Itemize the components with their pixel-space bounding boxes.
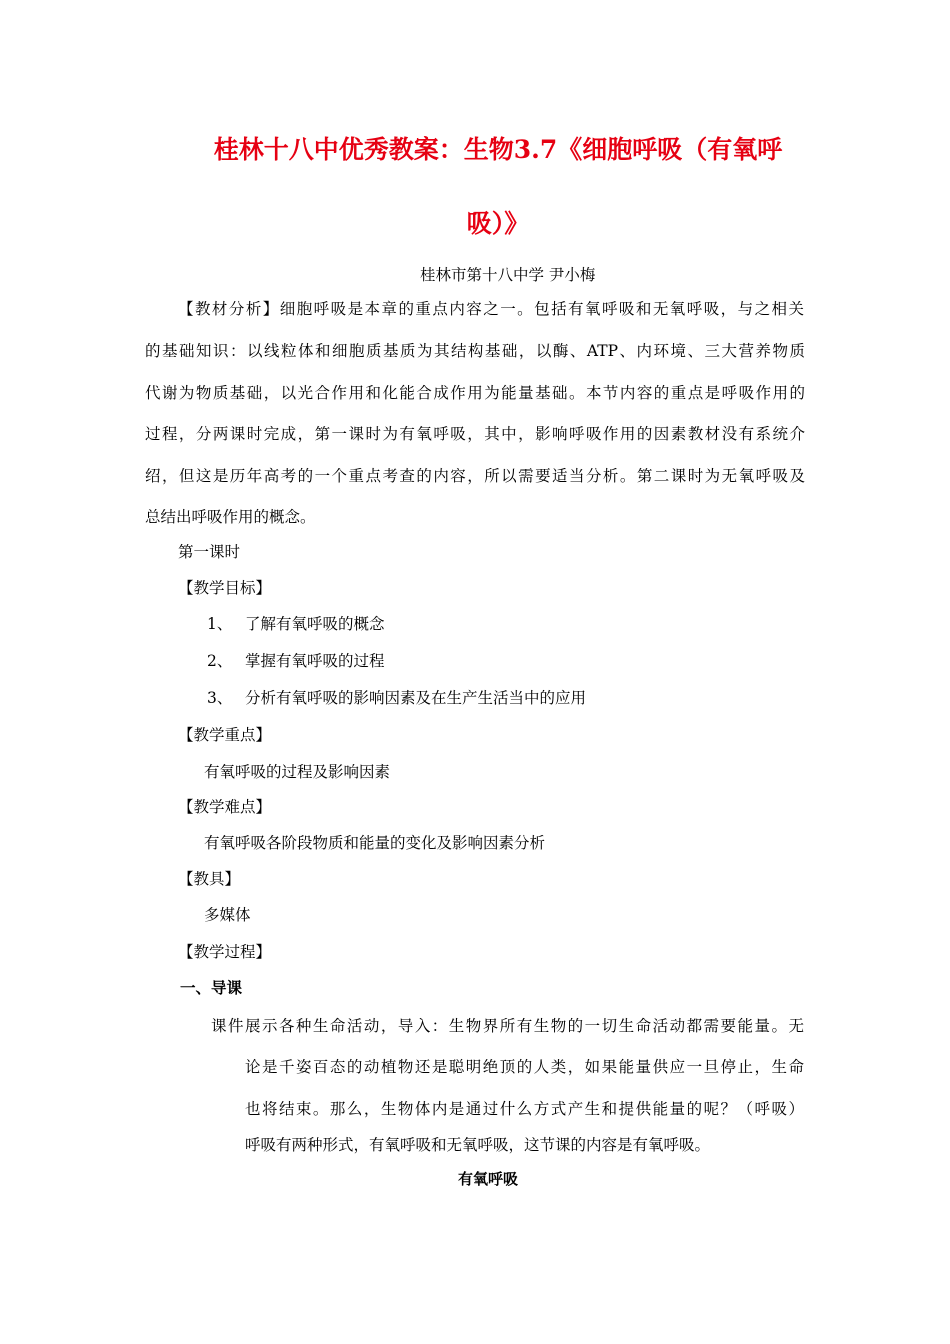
analysis-line: 的基础知识：以线粒体和细胞质基质为其结构基础，以酶、ATP、内环境、三大营养物质	[145, 342, 805, 360]
difficulty-text: 有氧呼吸各阶段物质和能量的变化及影响因素分析	[204, 834, 546, 852]
section-title: 有氧呼吸	[458, 1170, 519, 1188]
document-title-line-1: 桂林十八中优秀教案：生物3.7《细胞呼吸（有氧呼	[213, 135, 783, 164]
analysis-line: 【教材分析】细胞呼吸是本章的重点内容之一。包括有氧呼吸和无氧呼吸，与之相关	[178, 300, 804, 318]
analysis-line: 代谢为物质基础，以光合作用和化能合成作用为能量基础。本节内容的重点是呼吸作用的	[145, 384, 805, 402]
difficulty-heading: 【教学难点】	[178, 798, 272, 816]
key-points-heading: 【教学重点】	[178, 726, 272, 744]
goal-text: 了解有氧呼吸的概念	[245, 615, 385, 633]
goal-number: 3、	[207, 689, 233, 707]
intro-line: 课件展示各种生命活动，导入：生物界所有生物的一切生命活动都需要能量。无	[211, 1017, 804, 1035]
intro-line: 呼吸有两种形式，有氧呼吸和无氧呼吸，这节课的内容是有氧呼吸。	[245, 1136, 711, 1154]
goals-heading: 【教学目标】	[178, 579, 272, 597]
goal-text: 掌握有氧呼吸的过程	[245, 652, 385, 670]
intro-line: 也将结束。那么，生物体内是通过什么方式产生和提供能量的呢？（呼吸）	[245, 1100, 804, 1118]
tools-heading: 【教具】	[178, 870, 241, 888]
key-points-text: 有氧呼吸的过程及影响因素	[204, 763, 391, 781]
process-heading: 【教学过程】	[178, 943, 272, 961]
goal-item	[207, 687, 586, 709]
tools-text: 多媒体	[204, 906, 251, 924]
goal-item	[207, 650, 385, 672]
goal-number: 1、	[207, 615, 233, 633]
goal-item	[207, 613, 385, 635]
intro-line: 论是千姿百态的动植物还是聪明绝顶的人类，如果能量供应一旦停止，生命	[245, 1058, 804, 1076]
goal-text: 分析有氧呼吸的影响因素及在生产生活当中的应用	[245, 689, 587, 707]
author-line: 桂林市第十八中学 尹小梅	[420, 266, 596, 284]
document-title-line-2: 吸）》	[466, 209, 530, 238]
goal-number: 2、	[207, 652, 233, 670]
analysis-line: 绍，但这是历年高考的一个重点考查的内容，所以需要适当分析。第二课时为无氧呼吸及	[145, 467, 805, 485]
lesson-label: 第一课时	[178, 543, 241, 561]
analysis-line: 总结出呼吸作用的概念。	[145, 508, 316, 526]
analysis-line: 过程，分两课时完成，第一课时为有氧呼吸，其中，影响呼吸作用的因素教材没有系统介	[145, 425, 805, 443]
intro-heading: 一、导课	[180, 979, 243, 997]
